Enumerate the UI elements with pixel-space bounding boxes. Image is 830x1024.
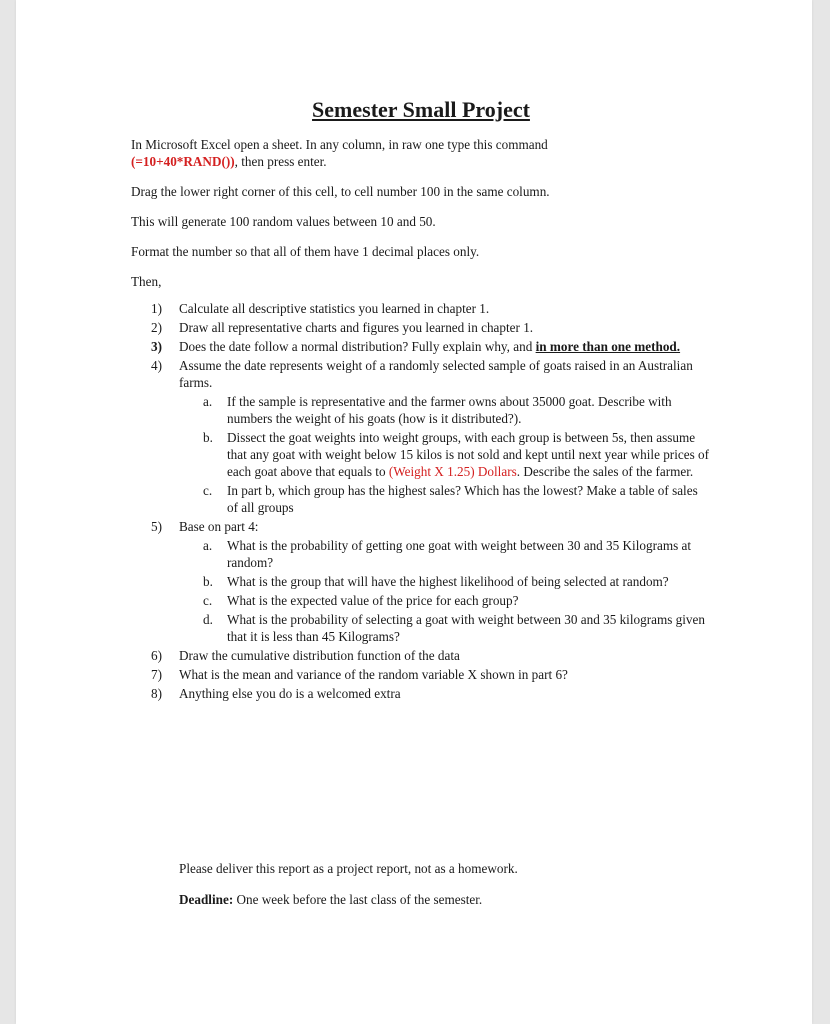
sub-item-text: In part b, which group has the highest sales? Which has the lowest? Make a table of sales of all groups <box>227 483 698 515</box>
sub-item-letter: a. <box>203 538 213 553</box>
footer-notes <box>179 860 739 922</box>
item-text: What is the mean and variance of the random variable X shown in part 6? <box>179 667 568 682</box>
emphasis-text: in more than one method. <box>535 339 681 354</box>
item-text: Anything else you do is a welcomed extra <box>179 686 401 701</box>
sub-item-letter: c. <box>203 593 213 608</box>
list-item <box>131 357 711 516</box>
intro-paragraph <box>131 136 711 170</box>
list-item <box>131 685 711 702</box>
sub-list-item <box>179 537 711 571</box>
sub-item-text: What is the group that will have the highest likelihood of being selected at random? <box>227 574 669 589</box>
delivery-note: Please deliver this report as a project report, not as a homework. <box>179 861 518 876</box>
list-item <box>131 647 711 664</box>
sub-item-letter: d. <box>203 612 213 627</box>
sub-list-item <box>179 611 711 645</box>
sub-list <box>179 393 711 516</box>
sub-list <box>179 537 711 645</box>
sub-item-letter: c. <box>203 483 213 498</box>
sub-item-text: What is the probability of getting one goat with weight between 30 and 35 Kilograms at random? <box>227 538 692 570</box>
list-item <box>131 338 711 355</box>
intro-text-end: , then press enter. <box>234 154 327 169</box>
list-item <box>131 319 711 336</box>
paragraph-then: Then, <box>131 274 162 289</box>
sub-item-letter: b. <box>203 574 213 589</box>
sub-list-item <box>179 429 711 480</box>
item-number: 5) <box>151 519 162 534</box>
sub-item-letter: b. <box>203 430 213 445</box>
list-item <box>131 300 711 317</box>
item-number: 1) <box>151 301 162 316</box>
item-text: Draw the cumulative distribution function of the data <box>179 648 460 663</box>
sub-item-text: Dissect the goat weights into weight groups, with each group is between 5s, then assume that any goat with weight below 15 kilos is not sold and kept until next year while prices of each goat above that equals to <box>227 430 709 479</box>
sub-list-item <box>179 482 711 516</box>
document-page <box>16 0 812 1024</box>
deadline-note <box>179 891 739 908</box>
item-text: Draw all representative charts and figures you learned in chapter 1. <box>179 320 534 335</box>
item-number: 4) <box>151 358 162 373</box>
document-body <box>131 96 711 704</box>
deadline-label: Deadline: <box>179 892 234 907</box>
item-number: 7) <box>151 667 162 682</box>
excel-command: (=10+40*RAND()) <box>131 154 235 169</box>
sub-list-item <box>179 393 711 427</box>
item-number: 8) <box>151 686 162 701</box>
price-formula: (Weight X 1.25) Dollars <box>388 464 517 479</box>
deadline-text: One week before the last class of the semester. <box>233 892 483 907</box>
sub-list-item <box>179 592 711 609</box>
paragraph-generate: This will generate 100 random values between 10 and 50. <box>131 214 436 229</box>
item-text: Base on part 4: <box>179 519 259 534</box>
paragraph-format: Format the number so that all of them have 1 decimal places only. <box>131 244 480 259</box>
item-number: 2) <box>151 320 162 335</box>
list-item <box>131 666 711 683</box>
sub-list-item <box>179 573 711 590</box>
sub-item-text: What is the probability of selecting a goat with weight between 30 and 35 kilograms given that it is less than 45 Kilograms? <box>227 612 705 644</box>
page-title: Semester Small Project <box>312 97 530 122</box>
item-text: Does the date follow a normal distribution? Fully explain why, and <box>179 339 536 354</box>
item-text: Calculate all descriptive statistics you learned in chapter 1. <box>179 301 490 316</box>
sub-item-text: What is the expected value of the price for each group? <box>227 593 519 608</box>
sub-item-tail: . Describe the sales of the farmer. <box>516 464 694 479</box>
item-number: 6) <box>151 648 162 663</box>
paragraph-drag: Drag the lower right corner of this cell, to cell number 100 in the same column. <box>131 184 550 199</box>
item-number: 3) <box>151 339 162 354</box>
sub-item-letter: a. <box>203 394 213 409</box>
sub-item-text: If the sample is representative and the farmer owns about 35000 goat. Describe with numbers the weight of his goats (how is it distributed?). <box>227 394 672 426</box>
task-list <box>131 300 711 702</box>
intro-text: In Microsoft Excel open a sheet. In any column, in raw one type this command <box>131 137 548 152</box>
item-text: Assume the date represents weight of a randomly selected sample of goats raised in an Australian farms. <box>179 358 693 390</box>
list-item <box>131 518 711 645</box>
